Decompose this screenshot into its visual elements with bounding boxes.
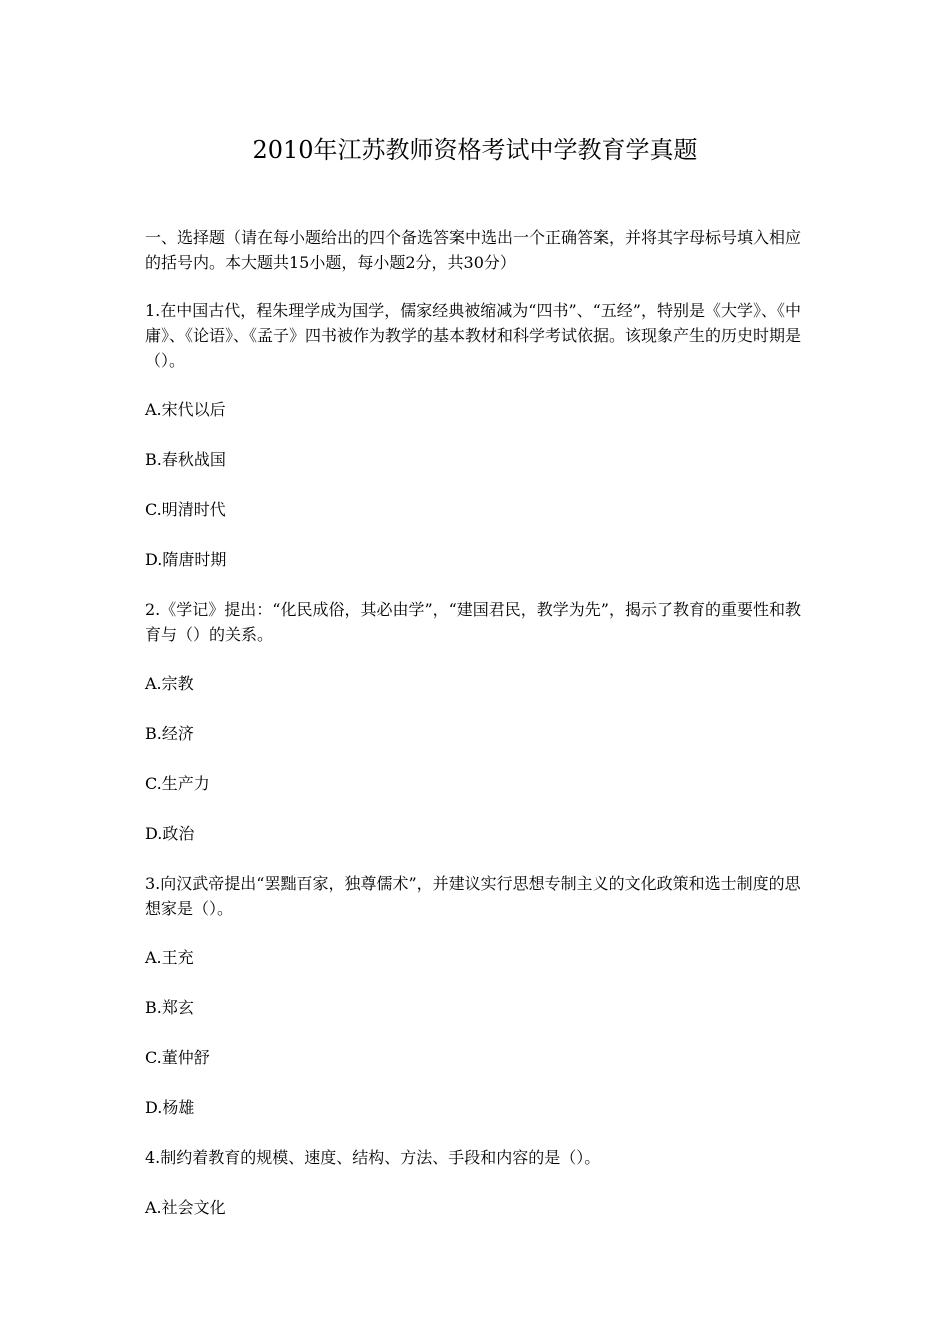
question-3-stem: 3.向汉武帝提出“罢黜百家，独尊儒术”，并建议实行思想专制主义的文化政策和选士制度的思想家是（）。 [145,874,801,918]
question-3-option-d: D.杨雄 [145,1098,195,1117]
question-2-option-c: C.生产力 [145,774,210,793]
question-3-option-b: B.郑玄 [145,998,194,1017]
question-1-option-b: B.春秋战国 [145,450,226,469]
question-4-stem: 4.制约着教育的规模、速度、结构、方法、手段和内容的是（）。 [145,1148,601,1167]
document-title: 2010年江苏教师资格考试中学教育学真题 [252,136,698,164]
question-3-option-a: A.王充 [145,948,194,967]
question-2-option-b: B.经济 [145,724,194,743]
question-1-option-d: D.隋唐时期 [145,550,227,569]
question-2-stem: 2.《学记》提出：“化民成俗，其必由学”，“建国君民，教学为先”，揭示了教育的重要性和教育与（）的关系。 [145,600,801,644]
question-1-stem: 1.在中国古代，程朱理学成为国学，儒家经典被缩减为“四书”、“五经”，特别是《大学》、《中庸》、《论语》、《孟子》四书被作为教学的基本教材和科学考试依据。该现象产生的历史时期是（）。 [145,301,802,370]
question-2-option-d: D.政治 [145,824,195,843]
question-1-option-a: A.宋代以后 [145,400,226,419]
section-heading: 一、选择题（请在每小题给出的四个备选答案中选出一个正确答案，并将其字母标号填入相应的括号内。本大题共15小题，每小题2分，共30分） [145,228,802,272]
question-4-option-a: A.社会文化 [145,1198,226,1217]
question-3-option-c: C.董仲舒 [145,1048,210,1067]
question-2-option-a: A.宗教 [145,674,194,693]
question-1-option-c: C.明清时代 [145,500,226,519]
